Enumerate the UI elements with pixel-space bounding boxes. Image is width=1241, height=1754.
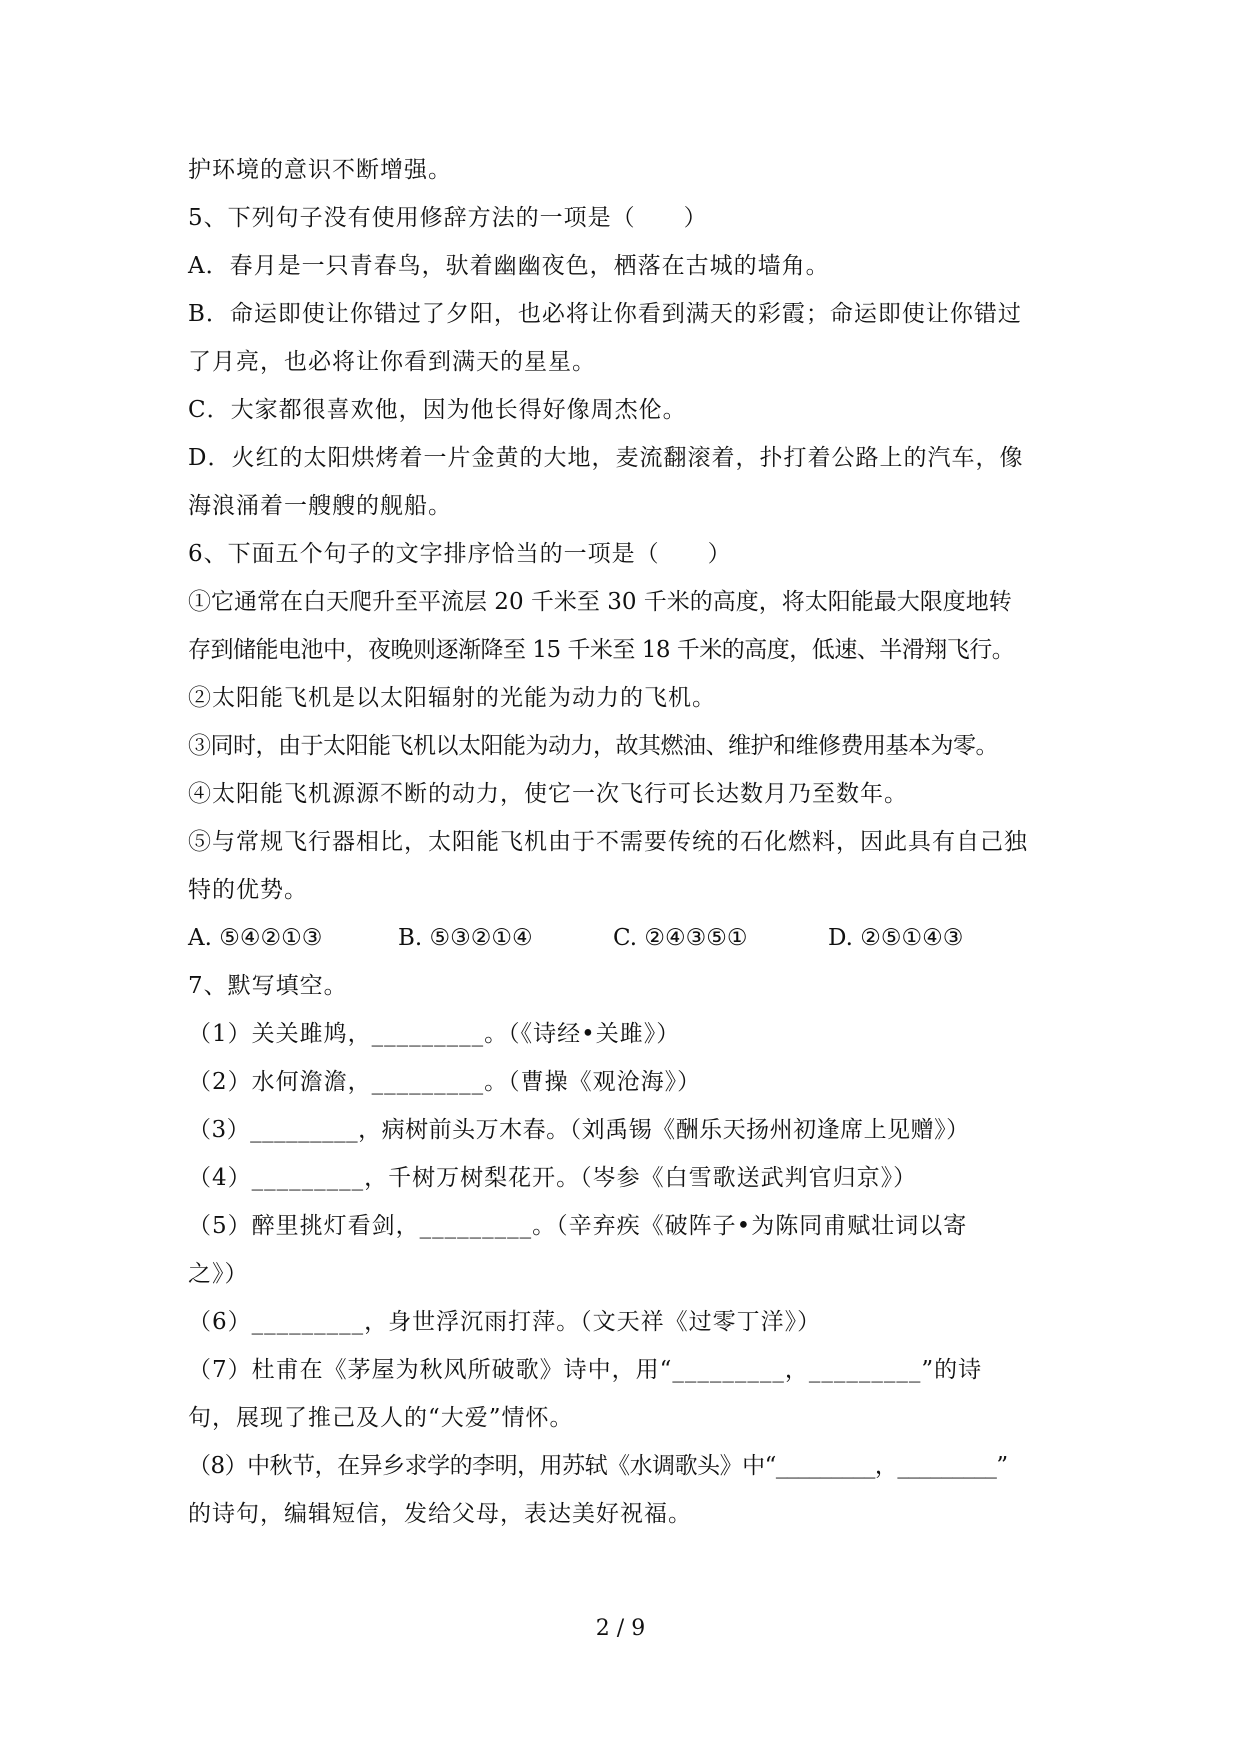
text-line: 的诗句，编辑短信，发给父母，表达美好祝福。 [188, 1501, 692, 1527]
question-6: 6、下面五个句子的文字排序恰当的一项是（ ） [188, 541, 732, 567]
sentence-4: ④太阳能飞机源源不断的动力，使它一次飞行可长达数月乃至数年。 [188, 781, 908, 807]
sentence-2: ②太阳能飞机是以太阳辐射的光能为动力的飞机。 [188, 685, 716, 711]
choice-c: C. ②④③⑤① [613, 925, 748, 951]
fill-item-6: （6）_________，身世浮沉雨打萍。（文天祥《过零丁洋》） [188, 1309, 822, 1335]
text-line: 海浪涌着一艘艘的舰船。 [188, 493, 452, 519]
sentence-1: ①它通常在白天爬升至平流层 20 千米至 30 千米的高度，将太阳能最大限度地转 [188, 589, 1012, 615]
option-a: A．春月是一只青春鸟，驮着幽幽夜色，栖落在古城的墙角。 [188, 253, 830, 279]
text-line: 了月亮，也必将让你看到满天的星星。 [188, 349, 596, 375]
option-d: D．火红的太阳烘烤着一片金黄的大地，麦流翻滚着，扑打着公路上的汽车，像 [188, 445, 1024, 471]
sentence-3: ③同时，由于太阳能飞机以太阳能为动力，故其燃油、维护和维修费用基本为零。 [188, 733, 998, 759]
choice-b: B. ⑤③②①④ [398, 925, 533, 951]
fill-item-8: （8）中秋节，在异乡求学的李明，用苏轼《水调歌头》中“_________，_________” [188, 1453, 1008, 1479]
page-number: 2 / 9 [595, 1616, 646, 1641]
fill-item-7: （7）杜甫在《茅屋为秋风所破歌》诗中，用“_________，_________”的诗 [188, 1357, 983, 1383]
question-5: 5、下列句子没有使用修辞方法的一项是（ ） [188, 205, 708, 231]
option-c: C．大家都很喜欢他，因为他长得好像周杰伦。 [188, 397, 687, 423]
sentence-5: ⑤与常规飞行器相比，太阳能飞机由于不需要传统的石化燃料，因此具有自己独 [188, 829, 1028, 855]
text-line: 之》） [188, 1261, 249, 1287]
text-line: 特的优势。 [188, 877, 308, 903]
text-line: 句，展现了推己及人的“大爱”情怀。 [188, 1405, 574, 1431]
option-b: B．命运即使让你错过了夕阳，也必将让你看到满天的彩霞；命运即使让你错过 [188, 301, 1022, 327]
fill-item-3: （3）_________，病树前头万木春。（刘禹锡《酬乐天扬州初逢席上见赠》） [188, 1117, 970, 1143]
fill-item-5: （5）醉里挑灯看剑，_________。（辛弃疾《破阵子•为陈同甫赋壮词以寄 [188, 1213, 968, 1239]
text-line: 护环境的意识不断增强。 [188, 157, 452, 183]
question-7: 7、默写填空。 [188, 973, 348, 999]
fill-item-2: （2）水何澹澹，_________。（曹操《观沧海》） [188, 1069, 702, 1095]
choice-d: D. ②⑤①④③ [828, 925, 964, 951]
fill-item-1: （1）关关雎鸠，_________。（《诗经•关雎》） [188, 1021, 681, 1047]
choice-a: A. ⑤④②①③ [188, 925, 323, 951]
text-line: 存到储能电池中，夜晚则逐渐降至 15 千米至 18 千米的高度，低速、半滑翔飞行。 [188, 637, 1015, 663]
fill-item-4: （4）_________，千树万树梨花开。（岑参《白雪歌送武判官归京》） [188, 1165, 918, 1191]
